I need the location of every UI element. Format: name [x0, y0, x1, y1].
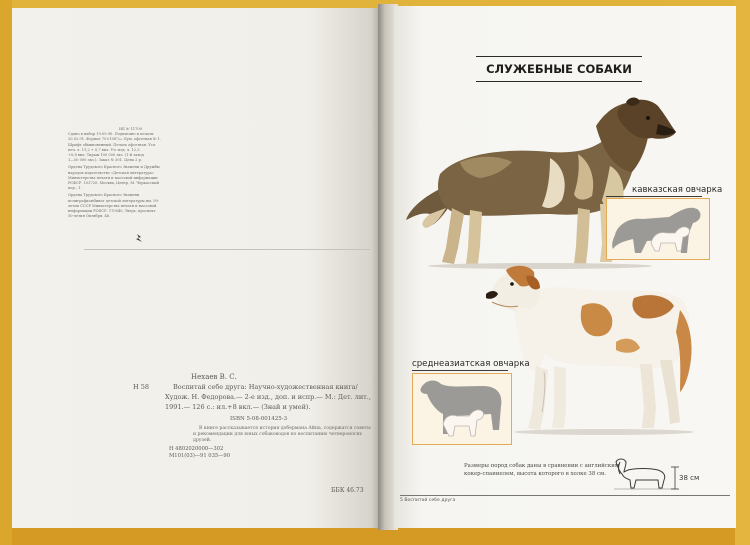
silhouette-central-asian-icon	[413, 374, 511, 444]
central-asian-shepherd-illustration	[484, 262, 696, 438]
printer-line: летия СССР Министерства печати и массовой	[68, 203, 157, 208]
printer-line: информации РСФСР. 170040, Тверь, проспект	[68, 209, 156, 214]
caucasian-shepherd-label: кавказская овчарка	[632, 185, 723, 195]
imprint-block	[68, 127, 193, 219]
printer-line: Ордена Трудового Красного Знамени	[68, 193, 140, 198]
publisher-line: Министерства печати и массовой информации	[68, 175, 158, 180]
catalog-code: Н 4802020000—302	[169, 446, 224, 453]
imprint-line: 20.02.91. Формат 70×108¹/₁₆. Бум. офсетная № 1.	[68, 137, 161, 142]
cocker-spaniel-icon	[612, 456, 678, 490]
printer-line: полиграфкомбинат детской литературы им. 50-	[68, 198, 160, 203]
catalog-code: М101(03)—91 035—90	[169, 452, 230, 459]
size-comparison-central-asian	[412, 373, 512, 445]
height-label: 38 см	[679, 474, 700, 482]
publisher-logo-icon	[135, 233, 145, 243]
cover-edge-bottom	[0, 526, 750, 545]
cover-edge-right	[735, 0, 750, 545]
catalog-number: Н 58	[133, 383, 150, 391]
imprint-line: ИБ № 11709	[119, 127, 142, 131]
imprint-line: +0,8 вкл. Тираж 100 000 экз. (1-й завод	[68, 153, 144, 158]
publisher-line: Ордена Трудового Красного Знамени и Дружбы	[68, 165, 160, 170]
catalog-isbn: ISBN 5-08-001425-3	[230, 415, 288, 422]
imprint-line: 1—50 000 экз.). Заказ № 301. Цена 2 р.	[68, 158, 143, 163]
page-footnote: 5 Воспитай себе друга	[400, 498, 456, 503]
publisher-line: пер., 1.	[68, 186, 82, 191]
catalog-author: Нехаев В. С.	[191, 373, 237, 381]
footnote-rule	[400, 495, 730, 496]
silhouette-caucasian-icon	[607, 199, 709, 259]
label-leader	[606, 196, 702, 197]
publisher-line: народов издательство «Детская литература»	[68, 170, 154, 175]
publisher-line: РСФСР. 103720, Москва, Центр, М. Черкасский	[68, 181, 160, 186]
imprint-line: печ. л. 11,2 + 0,7 вкл. Уч.-изд. л. 12,3	[68, 147, 140, 152]
catalog-card	[133, 373, 373, 494]
page-title: СЛУЖЕБНЫЕ СОБАКИ	[476, 56, 642, 82]
imprint-line: Шрифт обыкновенный. Печать офсетная. Усл.	[68, 142, 157, 147]
catalog-description: Воспитай себе друга: Научно-художественная книга/Худож. Н. Федорова.— 2-е изд., доп. и испр.— М.: Дет. лит., 1991.— 126 с.: ил.+8 вкл.— (Знай и умей).	[165, 383, 371, 412]
catalog-bbk: ББК 46.73	[331, 487, 364, 494]
size-comparison-caucasian	[606, 198, 710, 260]
divider	[84, 249, 370, 250]
printer-line: 50-летия Октября, 46.	[68, 214, 111, 219]
imprint-line: Сдано в набор 19.09.90. Подписано к печати	[68, 132, 154, 137]
central-asian-shepherd-label: среднеазиатская овчарка	[412, 359, 530, 369]
cover-edge-left	[0, 0, 12, 545]
size-caption: Размеры пород собак даны в сравнении с английским кокер-спаниелем, высота которого в холке 38 см.	[464, 463, 620, 478]
label-leader	[412, 370, 508, 371]
catalog-annotation: В книге рассказывается история добермана Айна, содержатся советы и рекомендации для юных собаководов по воспитанию четвероногих друзей.	[193, 425, 371, 444]
